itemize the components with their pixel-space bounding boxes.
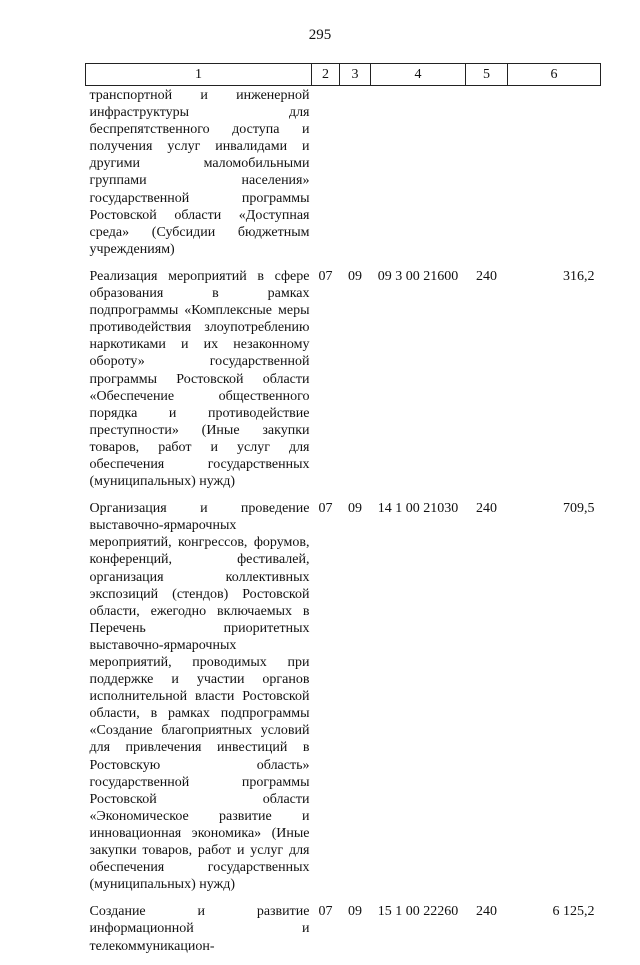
row-expense-type: 240 bbox=[476, 268, 497, 284]
header-row bbox=[86, 64, 601, 86]
row-subsection: 09 bbox=[348, 501, 362, 517]
row-target-code bbox=[371, 86, 466, 268]
row-target-code: 09 3 00 21600 bbox=[377, 268, 459, 284]
header-col-4: 4 bbox=[371, 64, 466, 86]
row-description: Создание и развитие информационной и телекоммуникацион- bbox=[89, 904, 310, 954]
row-amount: 6 125,2 bbox=[552, 904, 595, 920]
row-target-code: 15 1 00 22260 bbox=[377, 904, 459, 920]
row-section bbox=[312, 86, 340, 268]
row-description: транспортной и инженерной инфраструктуры для беспрепятственного доступа и получения услуг инвалидами и другими маломобильными группами населения» государственной программы Ростовской области «Доступная среда» (Субсидии бюджетным учреждениям) bbox=[89, 88, 310, 257]
page-number: 295 bbox=[308, 27, 332, 43]
table-row bbox=[86, 903, 601, 964]
row-amount: 316,2 bbox=[563, 268, 595, 284]
row-target-code: 14 1 00 21030 bbox=[377, 501, 459, 517]
row-subsection: 09 bbox=[348, 904, 362, 920]
header-col-1: 1 bbox=[86, 64, 312, 86]
table-row bbox=[86, 500, 601, 903]
row-expense-type: 240 bbox=[476, 501, 497, 517]
row-expense-type bbox=[466, 86, 508, 268]
row-subsection: 09 bbox=[348, 268, 362, 284]
row-description: Организация и проведение выставочно-ярмарочных мероприятий, конгрессов, форумов, конференций, фестивалей, организация коллективных экспозиций (стендов) Ростовской области, ежегодно включаемых в Перечень приоритетных выставочно-ярмарочных мероприятий, проводимых при поддержке и участии органов исполнительной власти Ростовской области, в рамках подпрограммы «Создание благоприятных условий для привлечения инвестиций в Ростовскую область» государственной программы Ростовской области «Экономическое развитие и инновационная экономика» (Иные закупки товаров, работ и услуг для обеспечения государственных (муниципальных) нужд) bbox=[89, 501, 310, 893]
header-col-6: 6 bbox=[508, 64, 601, 86]
table-header bbox=[86, 64, 601, 86]
header-col-3: 3 bbox=[340, 64, 371, 86]
budget-table bbox=[85, 63, 601, 965]
table-row bbox=[86, 268, 601, 500]
row-section: 07 bbox=[318, 268, 333, 284]
row-section: 07 bbox=[318, 501, 333, 517]
table-body bbox=[86, 86, 601, 965]
row-amount: 709,5 bbox=[563, 501, 595, 517]
row-section: 07 bbox=[318, 904, 333, 920]
header-col-5: 5 bbox=[466, 64, 508, 86]
row-amount bbox=[508, 86, 601, 268]
header-col-2: 2 bbox=[312, 64, 340, 86]
row-expense-type: 240 bbox=[476, 904, 497, 920]
row-description: Реализация мероприятий в сфере образования в рамках подпрограммы «Комплексные меры противодействия злоупотреблению наркотиками и их незаконному обороту» государственной программы Ростовской области «Обеспечение общественного порядка и противодействие преступности» (Иные закупки товаров, работ и услуг для обеспечения государственных (муниципальных) нужд) bbox=[89, 268, 310, 490]
row-subsection bbox=[340, 86, 371, 268]
table-row bbox=[86, 86, 601, 268]
